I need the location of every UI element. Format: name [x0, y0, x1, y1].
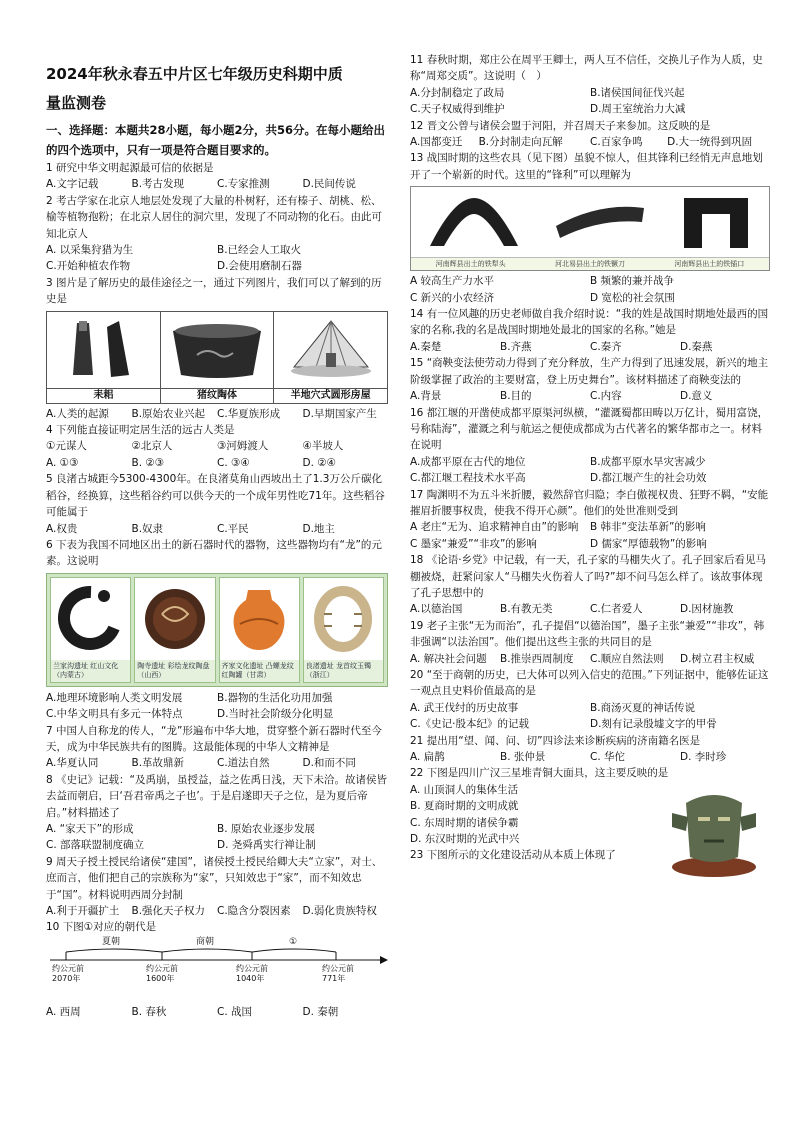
- question-22: 22 下图是四川广汉三星堆青铜大面具，这主要反映的是: [410, 767, 669, 780]
- question-1: 1 研究中华文明起源最可信的依据是: [46, 162, 214, 174]
- q17-options-ab: A 老庄“无为、追求精神自由”的影响 B 韩非“变法革新”的影响: [410, 521, 706, 534]
- dragon-plate-image: [135, 578, 214, 660]
- question-10: 10 下图①对应的朝代是: [46, 921, 157, 934]
- leisi-image: [47, 312, 160, 388]
- q9-options: A.利于开疆扩土 B.强化天子权力 C.隐含分裂因素 D.弱化贵族特权: [46, 905, 377, 917]
- q5-options: A.权贵 B.奴隶 C.平民 D.地主: [46, 522, 335, 535]
- q4-items: ①元谋人 ②北京人 ③河姆渡人 ④半坡人: [46, 440, 344, 453]
- q8-options-ab: A. “家天下”的形成 B. 原始农业逐步发展: [46, 822, 315, 835]
- q11-options-cd: C.天子权威得到维护 D.周王室统治力大减: [410, 103, 686, 116]
- question-3: 3 图片是了解历史的最佳途径之一，通过下列图片，我们可以了解到的历史是: [46, 276, 382, 306]
- q12-options: A.国都变迁 B.分封制走向瓦解 C.百家争鸣 D.大一统得到巩固: [410, 136, 753, 149]
- question-2: 2 考古学家在北京人地层处发现了大量的朴树籽，还有榛子、胡桃、松、榆等植物孢粉；在北京人居住的洞穴里，发现了不同动物的化石。由此可知北京人: [46, 194, 382, 240]
- q2-options-cd: C.开始种植农作物 D.会使用磨制石器: [46, 260, 302, 273]
- q13-tools-figure: 河南辉县出土的铁犁头 河北易县出土的铁镢刀 河南辉县出土的铁锸口: [410, 186, 770, 271]
- bronze-mask-image: [664, 783, 764, 879]
- q8-options-cd: C. 部落联盟制度确立 D. 尧舜禹实行禅让制: [46, 839, 316, 852]
- jade-bracelet-image: [304, 578, 383, 660]
- iron-plow-image: [424, 192, 524, 252]
- q17-options-cd: C 墨家“兼爱”“非攻”的影响 D 儒家“厚德载物”的影响: [410, 537, 707, 550]
- exam-title: 2024年秋永春五中片区七年级历史科期中质 量监测卷: [46, 65, 343, 112]
- q7-options: A.华夏认同 B.革故鼎新 C.道法自然 D.和而不同: [46, 757, 356, 770]
- left-column: [46, 60, 388, 1020]
- semi-cave-house-image: [274, 312, 387, 388]
- question-15: 15 “商鞅变法使劳动力得到了充分释放，生产力得到了迅速发展，新兴的地主阶级掌握了政治的主要财富，登上历史舞台”。该材料描述了商鞅变法的: [410, 357, 769, 386]
- q10-timeline: [46, 938, 388, 1002]
- question-21: 21 提出用“望、闻、问、切”四诊法来诊断疾病的济南籍名医是: [410, 734, 701, 747]
- q16-options-ab: A.成都平原在古代的地位 B.成都平原水旱灾害减少: [410, 455, 706, 468]
- timeline-label-shang: 商朝: [196, 936, 215, 947]
- q6-artifact-table: 兰家沟遗址 红山文化（内蒙古） 陶寺遗址 彩绘龙纹陶盘（山西） 齐家文化遗址 凸螺龙纹红陶罐（甘肃） 良渚遗址 龙首纹玉镯（浙江）: [46, 573, 388, 687]
- question-16: 16 都江堰的开凿使成都平原渠河纵横，“灌溉蜀都田畴以万亿计，蜀用富饶，号称陆海”，灌溉之利与航运之便使成都成为古代著名的繁华都市之一。材料在说明: [410, 406, 769, 452]
- right-column: [410, 52, 770, 864]
- question-17: 17 陶渊明不为五斗米折腰，毅然辞官归隐；李白傲视权贵、狂野不羁，“安能摧眉折腰事权贵，使我不得开心颜”。他们的处世准则受到: [410, 488, 769, 517]
- question-14: 14 有一位风趣的历史老师做自我介绍时说：“我的姓是战国时期地处最西的国家的名称,我的名是战国时期地处最北的国家的名称。”她是: [410, 308, 769, 337]
- pig-pottery-image: [161, 312, 274, 388]
- jade-dragon-image: [51, 578, 130, 660]
- question-8: 8 《史记》记载：“及禹崩，虽授益，益之佐禹日浅，天下未洽。故诸侯皆去益而朝启，曰‘吾君帝禹之子也’。于是启遂即天子之位，是为夏后帝启。”材料描述了: [46, 773, 387, 819]
- q21-options: A. 扁鹊 B. 张仲景 C. 华佗 D. 李时珍: [410, 751, 727, 764]
- q14-options: A.秦楚 B.齐燕 C.秦齐 D.秦燕: [410, 340, 713, 353]
- question-6: 6 下表为我国不同地区出土的新石器时代的器物，这些器物均有“龙”的元素。这说明: [46, 538, 382, 568]
- question-9: 9 周天子授土授民给诸侯“建国”，诸侯授土授民给卿大夫“立家”，对士、庶而言，他们把自己的宗族称为“家”，只知效忠于“家”，而不知效忠于“国”。材料说明西周分封制: [46, 855, 383, 901]
- q16-options-cd: C.都江堰工程技术水平高 D.都江堰产生的社会功效: [410, 472, 707, 485]
- q13-options-cd: C 新兴的小农经济 D 宽松的社会氛围: [410, 291, 675, 304]
- timeline-date-3: 约公元前1040年: [236, 963, 268, 983]
- timeline-date-2: 约公元前1600年: [146, 963, 178, 983]
- q6-options-cd: C.中华文明具有多元一体特点 D.当时社会阶级分化明显: [46, 708, 334, 721]
- question-19: 19 老子主张“无为而治”，孔子提倡“以德治国”，墨子主张“兼爱”“非攻”，韩非强调“以法治国”。他们提出这些主张的共同目的是: [410, 619, 765, 649]
- question-4: 4 下列能直接证明定居生活的远古人类是: [46, 424, 235, 437]
- timeline-date-4: 约公元前771年: [322, 963, 354, 983]
- timeline-label-xia: 夏朝: [102, 936, 121, 947]
- question-13: 13 战国时期的这些农具（见下图）虽貌不惊人，但其锋利已经悄无声息地划开了一个崭新的时代。这里的“锋利”可以理解为: [410, 152, 763, 181]
- q20-options-cd: C.《史记·殷本纪》的记载 D.刻有记录殷墟文字的甲骨: [410, 718, 717, 731]
- question-12: 12 晋文公曾与诸侯会盟于河阳，并召周天子来参加。这反映的是: [410, 119, 711, 132]
- question-11: 11 春秋时期，郑庄公在周平王卿士，两人互不信任，交换儿子作为人质，史称“周郑交质”。这说明（ ）: [410, 54, 763, 83]
- iron-sickle-image: [550, 192, 650, 252]
- timeline-date-1: 约公元前2070年: [52, 963, 84, 983]
- q20-options-ab: A. 武王伐纣的历史故事 B.商汤灭夏的神话传说: [410, 701, 696, 714]
- question-20: 20 “至于商朝的历史，已大体可以列入信史的范围。”下列证据中，能够佐证这一观点且史料价值最高的是: [410, 669, 769, 698]
- q15-options: A.背景 B.目的 C.内容 D.意义: [410, 390, 713, 403]
- timeline-label-1: ①: [289, 936, 298, 947]
- q2-options-ab: A. 以采集狩猎为生 B.已经会人工取火: [46, 244, 302, 257]
- q22-block: 22 下图是四川广汉三星堆青铜大面具，这主要反映的是 A. 山顶洞人的集体生活 B. 夏商时期的文明成就 C. 东周时期的诸侯争霸 D. 东汉时期的光武中兴: [410, 765, 770, 847]
- q19-options: A. 解决社会问题 B.推崇西周制度 C.顺应自然法则 D.树立君主权威: [410, 652, 755, 665]
- question-7: 7 中国人自称龙的传人，“龙”形遍布中华大地，贯穿整个新石器时代至今天，成为中华民族共有的图腾。这最能体现的中华人文精神是: [46, 724, 382, 753]
- q1-options: A.文字记载 B.考古发现 C.专家推测 D.民间传说: [46, 178, 356, 191]
- q13-options-ab: A 较高生产力水平 B 频繁的兼并战争: [410, 275, 675, 288]
- question-23: 23 下图所示的文化建设活动从本质上体现了: [410, 849, 616, 862]
- q10-options: A. 西周 B. 春秋 C. 战国 D. 秦朝: [46, 1005, 339, 1018]
- question-5: 5 良渚古城距今5300-4300年。在良渚莫角山西坡出土了1.3万公斤碳化稻谷，经换算，这些稻谷约可以供今天的一个成年男性吃71年。这些稻谷可能属于: [46, 473, 385, 519]
- red-pottery-jar-image: [220, 578, 299, 660]
- q18-options: A.以德治国 B.有教无类 C.仁者爱人 D.因材施教: [410, 603, 734, 616]
- q4-options: A. ①③ B. ②③ C. ③④ D. ②④: [46, 456, 337, 469]
- iron-spade-image: [676, 192, 756, 252]
- q3-figure-table: 耒耜 猪纹陶体 半地穴式圆形房屋: [46, 311, 388, 404]
- q11-options-ab: A.分封制稳定了政局 B.诸侯国间征伐兴起: [410, 86, 685, 99]
- section-heading: 一、选择题：本题共28小题，每小题2分，共56分。在每小题给出的四个选项中，只有一项是符合题目要求的。: [46, 123, 386, 157]
- question-18: 18 《论语·乡党》中记载，有一天，孔子家的马棚失火了。孔子回家后看见马棚被烧，赶紧问家人“马棚失火伤着人了吗?”却不问马怎么样了。该故事体现了孔子思想中的: [410, 554, 767, 599]
- q6-options-ab: A.地理环境影响人类文明发展 B.器物的生活化功用加强: [46, 691, 333, 704]
- q3-options: A.人类的起源 B.原始农业兴起 C.华夏族形成 D.早期国家产生: [46, 407, 377, 420]
